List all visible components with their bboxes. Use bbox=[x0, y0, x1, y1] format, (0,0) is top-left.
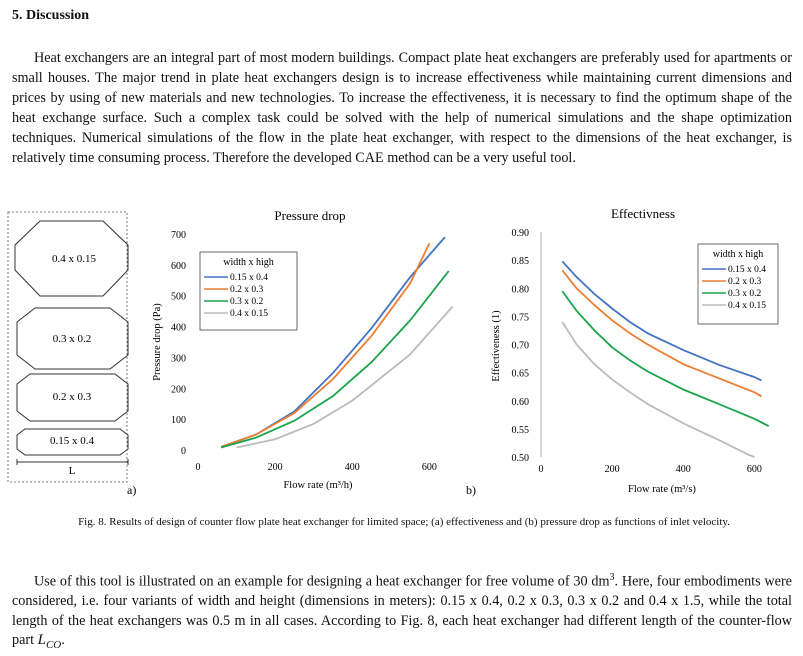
y-tick-label: 0.75 bbox=[511, 312, 529, 324]
y-tick-label: 0.50 bbox=[511, 453, 529, 464]
legend-entry: 0.3 x 0.2 bbox=[728, 289, 762, 299]
x-axis-label: Flow rate (m³/h) bbox=[283, 480, 353, 491]
x-tick-label: 0 bbox=[538, 464, 544, 475]
x-axis-label: Flow rate (m³/s) bbox=[628, 484, 696, 495]
y-tick-label: 0.85 bbox=[511, 256, 529, 268]
shape-label-2: 0.3 x 0.2 bbox=[52, 333, 92, 345]
panel-label-a: a) bbox=[127, 483, 137, 497]
y-tick-label: 0.80 bbox=[511, 284, 529, 296]
legend-entry: 0.2 x 0.3 bbox=[230, 285, 264, 295]
series-line-0-4-x-0-15 bbox=[562, 322, 754, 457]
y-tick-label: 0.65 bbox=[511, 368, 529, 380]
y-tick-label: 100 bbox=[171, 415, 186, 427]
x-tick-label: 400 bbox=[675, 464, 691, 475]
y-tick-label: 0 bbox=[181, 446, 186, 457]
shape-label-1: 0.4 x 0.15 bbox=[52, 253, 96, 265]
y-tick-label: 300 bbox=[171, 353, 186, 365]
x-tick-label: 600 bbox=[746, 464, 762, 475]
effectiveness-chart bbox=[491, 206, 778, 495]
shapes-panel bbox=[8, 212, 128, 482]
y-tick-label: 0.55 bbox=[511, 424, 529, 436]
legend-entry: 0.3 x 0.2 bbox=[230, 297, 264, 307]
superscript-3: 3 bbox=[609, 572, 615, 583]
y-axis-label: Effectiveness (1) bbox=[491, 310, 502, 382]
x-tick-label: 0 bbox=[195, 462, 201, 473]
shape-label-3: 0.2 x 0.3 bbox=[52, 391, 92, 403]
x-tick-label: 400 bbox=[344, 462, 360, 473]
legend-entry: 0.15 x 0.4 bbox=[230, 273, 268, 283]
y-axis-label: Pressure drop (Pa) bbox=[152, 303, 163, 381]
legend-entry: 0.4 x 0.15 bbox=[230, 309, 268, 319]
y-tick-label: 0.70 bbox=[511, 340, 529, 352]
legend-entry: 0.2 x 0.3 bbox=[728, 277, 762, 287]
y-tick-label: 400 bbox=[171, 322, 186, 334]
figure-caption: Fig. 8. Results of design of counter flow plate heat exchanger for limited space; (a) effectiveness and (b) pressure drop as functions of inlet velocity. bbox=[78, 516, 730, 528]
legend-entry: 0.4 x 0.15 bbox=[728, 301, 766, 311]
legend-entry: 0.15 x 0.4 bbox=[728, 265, 766, 275]
y-tick-label: 500 bbox=[171, 291, 186, 303]
lco-symbol: $L_{CO}$ bbox=[37, 632, 62, 652]
legend bbox=[698, 244, 778, 324]
y-tick-label: 700 bbox=[171, 230, 186, 241]
paragraph-1: Heat exchangers are an integral part of most modern buildings. Compact plate heat exchangers are preferably used for apartments or small houses. The major trend in plate heat exchangers design is to increase effectiveness while maintaining current dimensions and prices by using of new materials and new technologies. To increase the effectiveness, it is necessary to find the optimum shape of the heat exchange surface. Such a complex task could be solved with the help of numerical simulations and the shape optimization techniques. Numerical simulations of the flow in the plate heat exchanger, with respect to the dimensions of the heat exchanger, is relatively time consuming process. Therefore the developed CAE method can be a very useful tool. bbox=[12, 50, 792, 166]
shape-label-4: 0.15 x 0.4 bbox=[50, 435, 94, 447]
x-tick-label: 600 bbox=[421, 462, 437, 473]
paragraph-2: Use of this tool is illustrated on an example for designing a heat exchanger for free volume of 30 $dm^3$. Here, four embodiments were considered, i.e. four variants of width and height (dimensions in meters): 0.15 x 0.4, 0.2 x 0.3, 0.3 x 0.2 and 0.4 x 1.5, while the total length of the heat exchangers was 0.5 m in all cases. According to Fig. 8, each heat exchanger had different length of the counter-flow part $L_{CO}$. bbox=[12, 572, 792, 652]
chart-title: Effectivness bbox=[610, 206, 676, 221]
y-tick-label: 200 bbox=[171, 384, 186, 396]
panel-label-b: b) bbox=[466, 483, 476, 497]
pressure-drop-chart bbox=[152, 208, 453, 491]
y-tick-label: 0.60 bbox=[511, 396, 529, 408]
legend-title: width x high bbox=[223, 257, 274, 268]
section-heading: 5. Discussion bbox=[12, 8, 90, 23]
y-tick-label: 600 bbox=[171, 260, 186, 272]
x-tick-label: 200 bbox=[267, 462, 283, 473]
y-tick-label: 0.90 bbox=[511, 228, 529, 239]
legend-title: width x high bbox=[712, 249, 764, 260]
legend bbox=[200, 252, 297, 330]
length-label: L bbox=[68, 465, 76, 477]
chart-title: Pressure drop bbox=[274, 208, 346, 223]
x-tick-label: 200 bbox=[604, 464, 620, 475]
